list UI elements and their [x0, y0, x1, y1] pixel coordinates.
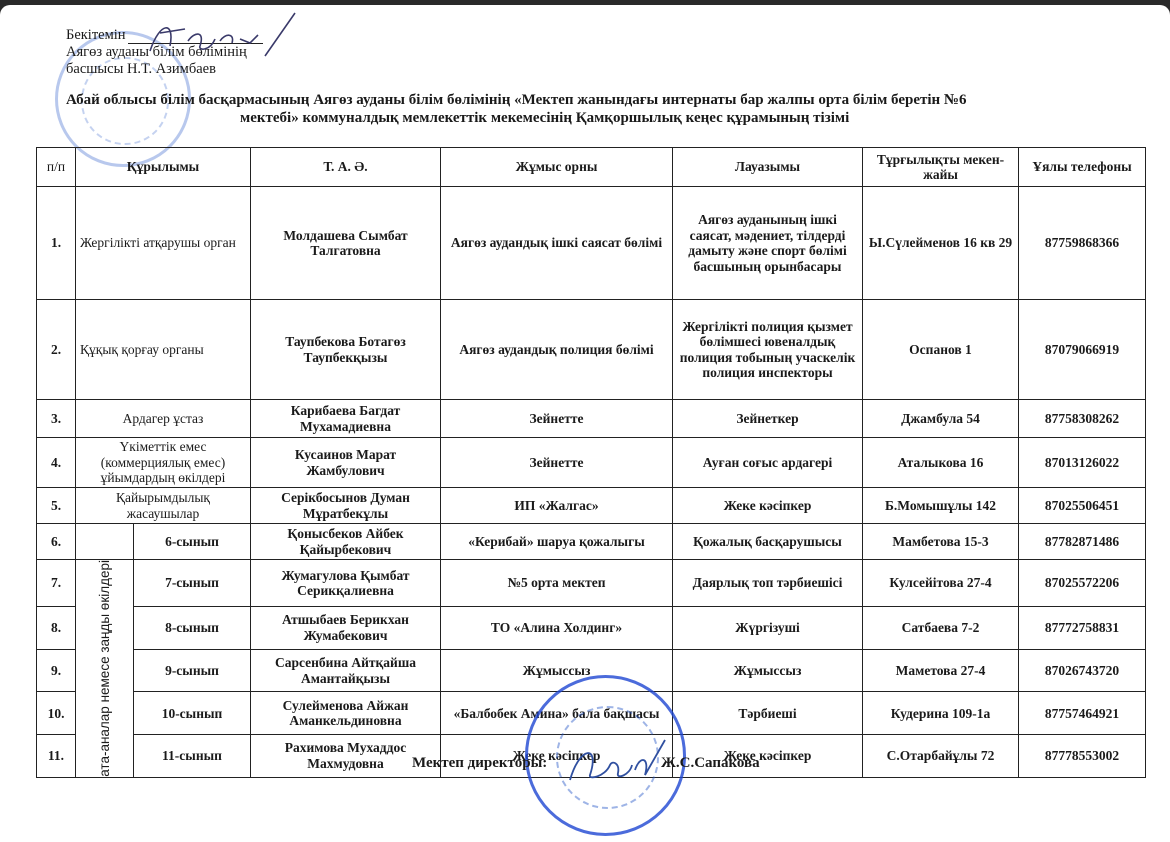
row-structure: Ардагер ұстаз [76, 400, 251, 438]
row-structure: 9-сынып [134, 649, 251, 692]
director-signature-block [412, 755, 760, 772]
row-address: Джамбула 54 [863, 400, 1019, 438]
row-workplace: «Балбобек Амина» бала бақшасы [441, 692, 673, 735]
row-workplace: №5 орта мектеп [441, 560, 673, 607]
row-num: 9. [37, 649, 76, 692]
table-row [37, 488, 1146, 524]
table-row [37, 187, 1146, 300]
table-row [37, 524, 1146, 560]
table-row [37, 692, 1146, 735]
row-name: Қонысбеков Айбек Қайырбекович [251, 524, 441, 560]
row-phone: 87025572206 [1019, 560, 1146, 607]
row-workplace: Зейнетте [441, 400, 673, 438]
row-position: Қожалық басқарушысы [673, 524, 863, 560]
row-structure: Қайырымдылық жасаушылар [76, 488, 251, 524]
row-num: 7. [37, 560, 76, 607]
row-num: 4. [37, 438, 76, 488]
row-phone: 87757464921 [1019, 692, 1146, 735]
row-position: Даярлық топ тәрбиешісі [673, 560, 863, 607]
row-position: Жеке кәсіпкер [673, 488, 863, 524]
header-name: Т. А. Ә. [251, 148, 441, 187]
row-name: Серікбосынов Думан Мұратбекұлы [251, 488, 441, 524]
header-structure: Құрылымы [76, 148, 251, 187]
row-phone: 87772758831 [1019, 607, 1146, 650]
table-row [37, 438, 1146, 488]
row-position: Зейнеткер [673, 400, 863, 438]
parents-group-label: ата-аналар немесе заңды өкілдері [96, 560, 112, 777]
row-structure: 8-сынып [134, 607, 251, 650]
row-workplace: Жұмыссыз [441, 649, 673, 692]
row-phone: 87759868366 [1019, 187, 1146, 300]
row-address: Оспанов 1 [863, 300, 1019, 400]
row-phone: 87758308262 [1019, 400, 1146, 438]
row-address: С.Отарбайұлы 72 [863, 735, 1019, 778]
row-structure: 6-сынып [134, 524, 251, 560]
row-workplace: «Керибай» шаруа қожалыгы [441, 524, 673, 560]
row-workplace: ИП «Жалгас» [441, 488, 673, 524]
approved-label: Бекітемін [66, 27, 126, 43]
table-row [37, 607, 1146, 650]
row-position: Жұмыссыз [673, 649, 863, 692]
header-workplace: Жұмыс орны [441, 148, 673, 187]
row-structure: Жергілікті атқарушы орган [76, 187, 251, 300]
row-name: Карибаева Багдат Мухамадиевна [251, 400, 441, 438]
row-position: Жергілікті полиция қызмет бөлімшесі ювеналдық полиция тобының учаскелік полиция инспекторы [673, 300, 863, 400]
table-row [37, 300, 1146, 400]
title-line-2: мектебі» коммуналдық мемлекеттік мекемесінің Қамқоршылық кеңес құрамының тізімі [240, 110, 850, 126]
row-workplace: Жеке кәсіпкер [441, 735, 673, 778]
title-line-1: Абай облысы білім басқармасының Аягөз ауданы білім бөлімінің «Мектеп жанындағы интернаты бар жалпы орта білім беретін №6 [66, 92, 967, 108]
header-position: Лауазымы [673, 148, 863, 187]
row-name: Кусаинов Марат Жамбулович [251, 438, 441, 488]
table-row [37, 560, 1146, 607]
approval-block [66, 27, 263, 78]
row-name: Молдашева Сымбат Талгатовна [251, 187, 441, 300]
table-header-row [37, 148, 1146, 187]
row-position: Жүргізуші [673, 607, 863, 650]
row-address: Кудерина 109-1а [863, 692, 1019, 735]
row-num: 3. [37, 400, 76, 438]
row-num: 6. [37, 524, 76, 560]
row-phone: 87079066919 [1019, 300, 1146, 400]
row-num: 2. [37, 300, 76, 400]
row-name: Жумагулова Қымбат Серикқалиевна [251, 560, 441, 607]
row-workplace: Зейнетте [441, 438, 673, 488]
approval-signature-line [128, 29, 263, 44]
row-name: Атшыбаев Берикхан Жумабекович [251, 607, 441, 650]
row-name: Таупбекова Ботагөз Таупбекқызы [251, 300, 441, 400]
row-position: Аягөз ауданының ішкі саясат, мәдениет, тілдерді дамыту және спорт бөлімі басшының орынбасары [673, 187, 863, 300]
row-address: Аталыкова 16 [863, 438, 1019, 488]
row-address: Кулсейітова 27-4 [863, 560, 1019, 607]
row-structure-group-empty [76, 524, 134, 560]
row-workplace: ТО «Алина Холдинг» [441, 607, 673, 650]
row-structure: 7-сынып [134, 560, 251, 607]
row-address: Маметова 27-4 [863, 649, 1019, 692]
row-workplace: Аягөз аудандық полиция бөлімі [441, 300, 673, 400]
row-num: 5. [37, 488, 76, 524]
row-num: 10. [37, 692, 76, 735]
row-address: Сатбаева 7-2 [863, 607, 1019, 650]
row-phone: 87025506451 [1019, 488, 1146, 524]
row-workplace: Аягөз аудандық ішкі саясат бөлімі [441, 187, 673, 300]
approval-head: басшысы Н.Т. Азимбаев [66, 61, 216, 77]
parents-group-cell [76, 560, 134, 778]
document-title [66, 91, 1126, 127]
director-name: Ж.С.Сапакова [661, 755, 760, 771]
row-address: Мамбетова 15-3 [863, 524, 1019, 560]
row-position: Жеке кәсіпкер [673, 735, 863, 778]
row-phone: 87026743720 [1019, 649, 1146, 692]
row-structure: 10-сынып [134, 692, 251, 735]
row-phone: 87013126022 [1019, 438, 1146, 488]
header-address: Тұрғылықты мекен-жайы [863, 148, 1019, 187]
row-structure: Құқық қорғау органы [76, 300, 251, 400]
director-label: Мектеп директоры: [412, 755, 548, 771]
header-num: п/п [37, 148, 76, 187]
row-name: Сулейменова Айжан Аманкельдиновна [251, 692, 441, 735]
row-address: Ы.Сүлейменов 16 кв 29 [863, 187, 1019, 300]
row-address: Б.Момышұлы 142 [863, 488, 1019, 524]
board-members-table [36, 147, 1146, 778]
approval-department: Аягөз ауданы білім бөлімінің [66, 44, 247, 60]
row-phone: 87782871486 [1019, 524, 1146, 560]
row-position: Тәрбиеші [673, 692, 863, 735]
header-phone: Ұялы телефоны [1019, 148, 1146, 187]
row-name: Рахимова Мухаддос Махмудовна [251, 735, 441, 778]
table-row [37, 649, 1146, 692]
table-row [37, 400, 1146, 438]
row-num: 1. [37, 187, 76, 300]
row-position: Ауған соғыс ардагері [673, 438, 863, 488]
row-structure: 11-сынып [134, 735, 251, 778]
row-name: Сарсенбина Айтқайша Амантайқызы [251, 649, 441, 692]
document-page [0, 5, 1170, 842]
row-phone: 87778553002 [1019, 735, 1146, 778]
row-num: 11. [37, 735, 76, 778]
row-num: 8. [37, 607, 76, 650]
row-structure: Үкіметтік емес (коммерциялық емес) ұйымдардың өкілдері [76, 438, 251, 488]
